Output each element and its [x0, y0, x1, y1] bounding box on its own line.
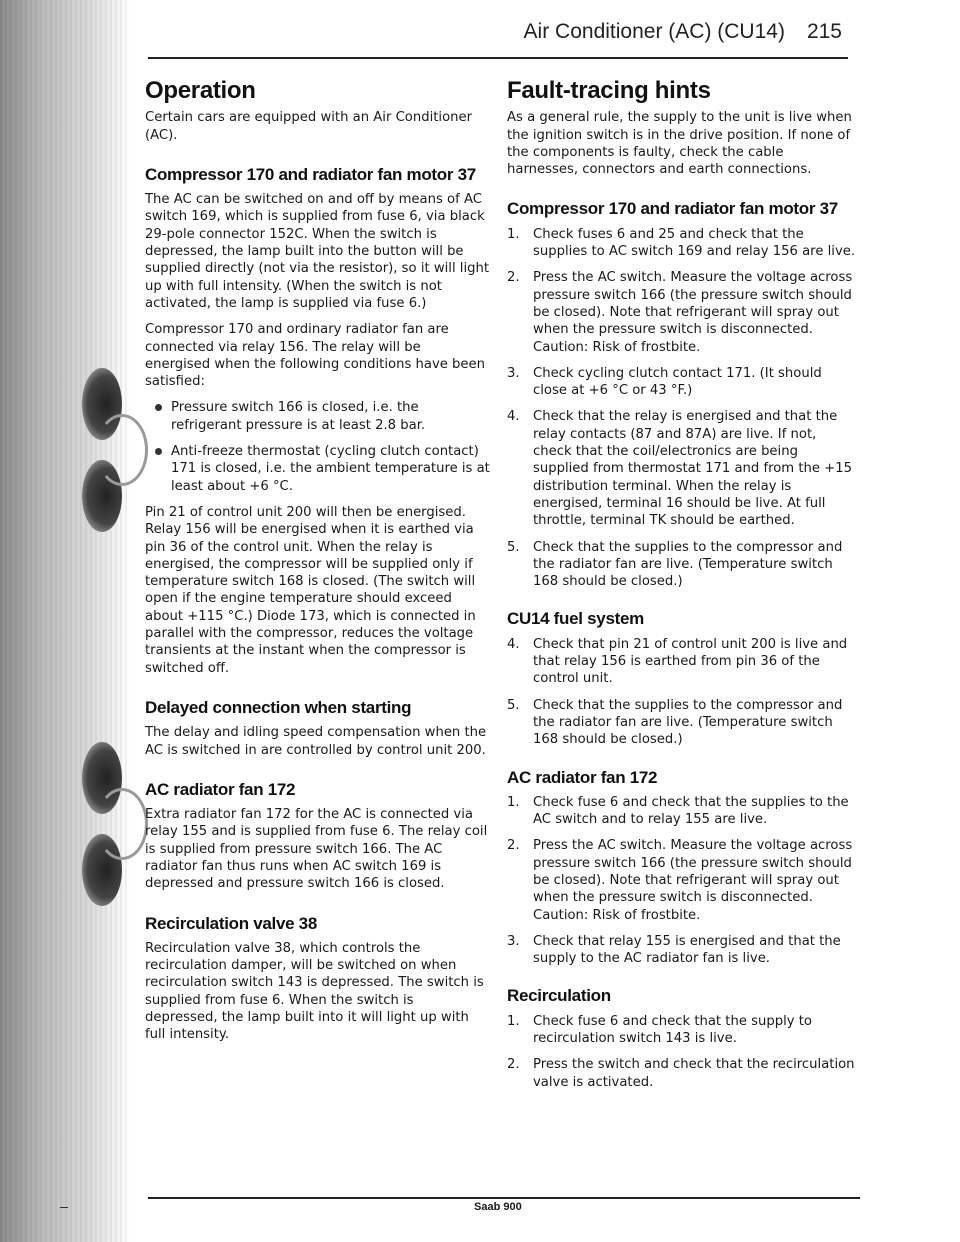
list-item: [507, 837, 857, 923]
list-item: Anti-freeze thermostat (cycling clutch contact) 171 is closed, i.e. the ambient temperature is at least about +6 °C.: [145, 443, 490, 495]
fault-compressor-list: [507, 226, 857, 591]
item-text: Press the AC switch. Measure the voltage across pressure switch 166 (the pressure switch should be closed). Note that refrigerant will spray out when the pressure switch is disconnected. Caution: Risk of frostbite.: [533, 838, 853, 923]
item-number: 4.: [507, 409, 520, 425]
list-item: [507, 365, 857, 400]
item-text: Press the AC switch. Measure the voltage across pressure switch 166 (the pressure switch should be closed). Note that refrigerant will spray out when the pressure switch is disconnected. Caution: Risk of frostbite.: [533, 270, 853, 355]
delayed-paragraph: The delay and idling speed compensation when the AC is switched in are controlled by control unit 200.: [145, 725, 487, 758]
fault-recirculation-heading: Recirculation: [507, 986, 611, 1006]
fault-ac-fan-heading: AC radiator fan 172: [507, 767, 658, 787]
item-text: Press the switch and check that the recirculation valve is activated.: [533, 1057, 855, 1090]
ac-fan-paragraph: Extra radiator fan 172 for the AC is connected via relay 155 and is supplied from fuse 6. The relay coil is supplied from pressure switch 166. The AC radiator fan thus runs when AC switch 169 is depressed and pressure switch 166 is closed.: [145, 807, 488, 892]
ac-fan-heading: AC radiator fan 172: [145, 779, 296, 799]
item-number: 4.: [507, 636, 520, 652]
margin-mark: [60, 1207, 68, 1208]
item-number: 1.: [507, 1013, 520, 1029]
binding-edge: [0, 0, 130, 1242]
item-text: Check that relay 155 is energised and that the supply to the AC radiator fan is live.: [533, 933, 841, 967]
binder-ring: [96, 788, 148, 860]
operation-heading: Operation: [145, 77, 256, 104]
fault-tracing-heading: Fault-tracing hints: [507, 77, 711, 104]
header-rule: [148, 57, 848, 59]
compressor-paragraph-1: The AC can be switched on and off by means of AC switch 169, which is supplied from fuse 6, via black 29-pole connector 152C. When the switch is depressed, the lamp built into the button will be supplied directly (not via the resistor), so it will light up with full intensity. (When the switch is not activated, the lamp is supplied via fuse 6.): [145, 192, 490, 311]
operation-intro: Certain cars are equipped with an Air Conditioner (AC).: [145, 110, 473, 143]
fault-ac-fan-list: [507, 794, 857, 968]
item-number: 3.: [507, 933, 520, 949]
cu14-heading: CU14 fuel system: [507, 609, 644, 629]
list-item: [507, 794, 857, 829]
list-item: [507, 539, 857, 591]
right-column: [507, 77, 857, 1100]
item-number: 2.: [507, 1057, 520, 1073]
cu14-list: [507, 636, 857, 749]
list-item: [507, 697, 857, 749]
delayed-heading: Delayed connection when starting: [145, 697, 412, 717]
item-number: 1.: [507, 794, 520, 810]
list-item: [507, 226, 857, 261]
binder-ring: [96, 414, 148, 486]
item-number: 5.: [507, 539, 520, 555]
item-text: Check that the relay is energised and that the relay contacts (87 and 87A) are live. If not, check that the coil/electronics are being supplied from thermostat 171 and from the +15 distribution terminal. When the relay is energised, terminal 16 should be live. At full throttle, terminal TK should be earthed.: [533, 409, 852, 529]
item-number: 2.: [507, 838, 520, 854]
list-item: [507, 269, 857, 355]
item-text: Check that pin 21 of control unit 200 is live and that relay 156 is earthed from pin 36 of the control unit.: [533, 636, 848, 687]
item-text: Check fuse 6 and check that the supply to recirculation switch 143 is live.: [533, 1013, 812, 1047]
list-item: [507, 1056, 857, 1091]
list-item: [507, 1013, 857, 1048]
list-item: [507, 933, 857, 968]
compressor-paragraph-3: Pin 21 of control unit 200 will then be energised. Relay 156 will be energised when it is earthed via pin 36 of the control unit. When the relay is energised, the compressor will be supplied only if temperature switch 168 is closed. (The switch will open if the engine temperature should exceed about +115 °C.) Diode 173, which is connected in parallel with the compressor, reduces the voltage transients at the instant when the compressor is switched off.: [145, 504, 476, 676]
recirculation-valve-heading: Recirculation valve 38: [145, 913, 317, 933]
list-item: [507, 408, 857, 529]
compressor-paragraph-2: Compressor 170 and ordinary radiator fan are connected via relay 156. The relay will be energised when the following conditions have been satisfied:: [145, 322, 486, 390]
item-number: 2.: [507, 270, 520, 286]
fault-tracing-intro: As a general rule, the supply to the unit is live when the ignition switch is in the drive position. If none of the components is faulty, check the cable harnesses, connectors and earth connections.: [507, 110, 852, 178]
item-number: 3.: [507, 365, 520, 381]
item-text: Check fuse 6 and check that the supplies to the AC switch and to relay 155 are live.: [533, 794, 849, 828]
compressor-heading: Compressor 170 and radiator fan motor 37: [145, 164, 476, 184]
fault-compressor-heading: Compressor 170 and radiator fan motor 37: [507, 199, 838, 219]
conditions-list: [145, 399, 490, 494]
left-column: [145, 77, 490, 1053]
item-text: Check cycling clutch contact 171. (It should close at +6 °C or 43 °F.): [533, 365, 822, 399]
running-header: [524, 20, 842, 44]
page-number: 215: [806, 20, 842, 43]
item-text: Check fuses 6 and 25 and check that the supplies to AC switch 169 and relay 156 are live.: [533, 226, 856, 260]
list-item: Pressure switch 166 is closed, i.e. the refrigerant pressure is at least 2.8 bar.: [145, 399, 490, 434]
list-item: [507, 636, 857, 688]
footer-rule: [148, 1197, 860, 1199]
recirculation-valve-paragraph: Recirculation valve 38, which controls the recirculation damper, will be switched on when recirculation switch 143 is depressed. The switch is supplied from fuse 6. When the switch is depressed, the lamp built into it will light up with full intensity.: [145, 940, 484, 1043]
item-text: Check that the supplies to the compressor and the radiator fan are live. (Temperature switch 168 should be closed.): [533, 539, 843, 590]
header-title: Air Conditioner (AC) (CU14): [523, 20, 785, 43]
item-number: 5.: [507, 697, 520, 713]
fault-recirculation-list: [507, 1013, 857, 1091]
footer-text: Saab 900: [474, 1201, 522, 1213]
item-number: 1.: [507, 226, 520, 242]
item-text: Check that the supplies to the compressor and the radiator fan are live. (Temperature switch 168 should be closed.): [533, 697, 843, 748]
